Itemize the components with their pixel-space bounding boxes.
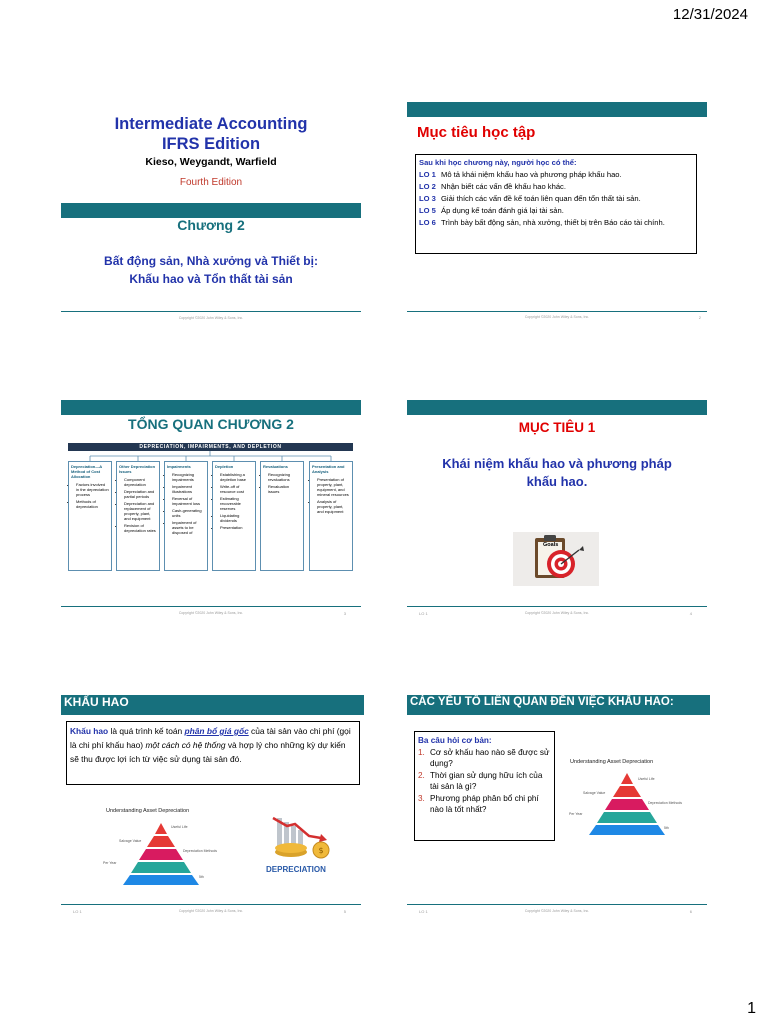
footer-line <box>407 904 707 905</box>
question-text: Phương pháp phân bổ chi phí nào là tốt nhất? <box>430 793 539 814</box>
column-item: • Component depreciation <box>124 477 157 487</box>
page-number: 1 <box>747 1000 756 1017</box>
copyright: Copyright ©2020 John Wiley & Sons, Inc. <box>524 315 590 319</box>
overview-connectors <box>68 451 353 461</box>
column-heading: Depreciation—A Method of Cost Allocation <box>71 464 102 479</box>
lo-code: LO 1 <box>419 170 436 179</box>
overview-column <box>212 461 256 571</box>
column-heading: Revaluations <box>263 464 288 469</box>
page-date: 12/31/2024 <box>672 6 748 23</box>
def-emphasis: một cách có hệ thống <box>145 740 226 750</box>
slide-2-topbar <box>407 102 707 117</box>
subtitle-line-2: khấu hao. <box>526 474 588 489</box>
pyramid-label: Salvage Value <box>119 839 142 843</box>
definition-box <box>66 721 360 785</box>
slide-number: 4 <box>689 611 692 616</box>
column-item: • Presentation of property, plant, equipment, and mineral resources <box>317 477 350 497</box>
footer-line <box>407 606 707 607</box>
def-text: và hợp lý cho những kỳ dự kiến sẽ thu được lợi ích từ việc sử dụng tài sản đó. <box>70 740 346 764</box>
goals-target-icon <box>513 532 599 586</box>
overview-column <box>260 461 304 571</box>
question-number: 3. <box>418 793 425 803</box>
column-heading: Other Depreciation Issues <box>119 464 156 474</box>
objectives-intro: Sau khi học chương này, người học có thể: <box>419 158 577 167</box>
column-item: • Impairment of assets to be disposed of <box>172 520 205 535</box>
lo-text: Áp dụng kế toán đánh giá lại tài sản. <box>441 206 564 215</box>
objective-row <box>419 205 693 217</box>
question-text: Thời gian sử dụng hữu ích của tài sản là gì? <box>430 770 543 791</box>
objective-row <box>419 181 693 193</box>
slide-number: 3 <box>343 611 346 616</box>
slide-2-title: Mục tiêu học tập <box>417 124 536 141</box>
column-item: • Cash-generating units <box>172 508 205 518</box>
lo-code: LO 2 <box>419 182 436 191</box>
copyright: Copyright ©2020 John Wiley & Sons, Inc. <box>178 316 244 320</box>
overview-header: DEPRECIATION, IMPAIRMENTS, AND DEPLETION <box>68 443 353 451</box>
lo-label: LO 1 <box>419 611 428 616</box>
lo-label: LO 1 <box>419 909 428 914</box>
subtitle-line-1: Khái niệm khấu hao và phương pháp <box>442 456 672 471</box>
column-item: • Recognizing revaluations <box>268 472 301 482</box>
def-text: là quá trình kế toán <box>108 726 185 736</box>
footer-line <box>61 606 361 607</box>
slide-5-title: KHẤU HAO <box>61 695 364 715</box>
pyramid-label: 5th <box>664 826 669 830</box>
column-item: • Depreciation and replacement of property, plant, and equipment <box>124 501 157 521</box>
overview-column <box>116 461 160 571</box>
column-item: • Depreciation and partial periods <box>124 489 157 499</box>
footer-line <box>61 311 361 312</box>
slide-4-title: MỤC TIÊU 1 <box>518 420 596 435</box>
edition: Fourth Edition <box>179 177 243 188</box>
question-item <box>418 747 551 770</box>
pyramid-label: Useful Life <box>171 825 188 829</box>
column-item: • Write-off of resource cost <box>220 484 253 494</box>
lo-text: Giải thích các vấn đề kế toán liên quan đến tổn thất tài sản. <box>441 194 641 203</box>
title-line-1: Intermediate Accounting <box>114 115 308 133</box>
copyright: Copyright ©2020 John Wiley & Sons, Inc. <box>178 611 244 615</box>
slide-3-title: TỔNG QUAN CHƯƠNG 2 <box>128 416 294 432</box>
column-item: • Methods of depreciation <box>76 499 109 509</box>
pyramid-label: Depreciation Methods <box>183 849 218 853</box>
subtitle-line-2: Khấu hao và Tổn thất tài sản <box>129 272 293 286</box>
copyright: Copyright ©2020 John Wiley & Sons, Inc. <box>178 909 244 913</box>
footer-line <box>61 904 361 905</box>
question-number: 1. <box>418 747 425 757</box>
pyramid-label: Salvage Value <box>583 791 606 795</box>
question-text: Cơ sở khấu hao nào sẽ được sử dụng? <box>430 747 550 768</box>
title-line-2: IFRS Edition <box>161 135 261 153</box>
pyramid-label: Useful Life <box>638 777 655 781</box>
def-emphasis: phân bổ giá gốc <box>184 726 249 736</box>
slide-5 <box>61 695 361 915</box>
slide-6 <box>407 695 707 915</box>
slide-2 <box>407 100 707 320</box>
column-item: • Reversal of impairment loss <box>172 496 205 506</box>
depreciation-label: DEPRECIATION <box>266 865 326 874</box>
slide-6-title: CÁC YẾU TỐ LIÊN QUAN ĐẾN VIỆC KHẤU HAO: <box>407 695 710 715</box>
pyramid-title: Understanding Asset Depreciation <box>106 808 190 814</box>
lo-code: LO 6 <box>419 218 436 227</box>
overview-column <box>309 461 353 571</box>
column-item: • Presentation <box>220 525 253 530</box>
lo-text: Mô tả khái niệm khấu hao và phương pháp khấu hao. <box>441 170 622 179</box>
slide-number: 5 <box>343 909 346 914</box>
chapter-subtitle <box>61 252 361 288</box>
slide-4-topbar <box>407 400 707 415</box>
question-item <box>418 793 551 816</box>
column-heading: Impairments <box>167 464 191 469</box>
pyramid-label: Per Year <box>569 812 583 816</box>
column-item: • Impairment illustrations <box>172 484 205 494</box>
question-item <box>418 770 551 793</box>
copyright: Copyright ©2020 John Wiley & Sons, Inc. <box>524 909 590 913</box>
svg-text:$: $ <box>318 846 324 855</box>
authors: Kieso, Weygandt, Warfield <box>145 156 277 168</box>
slide-1 <box>61 100 361 320</box>
pyramid-label: Per Year <box>103 861 117 865</box>
questions-title: Ba câu hỏi cơ bản: <box>418 736 492 745</box>
def-term: Khấu hao <box>70 726 109 736</box>
slide-number: 6 <box>689 909 692 914</box>
overview-column <box>68 461 112 571</box>
pyramid-label: 5th <box>199 875 204 879</box>
column-heading: Depletion <box>215 464 234 469</box>
column-item: • Estimating recoverable reserves <box>220 496 253 511</box>
lo-code: LO 5 <box>419 206 436 215</box>
pyramid-title: Understanding Asset Depreciation <box>570 759 654 765</box>
def-text: của tài sản vào chi phí (gọi là chi phí khấu hao) <box>70 726 351 750</box>
slide-1-divider <box>61 203 361 218</box>
slide-4 <box>407 398 707 618</box>
lo-label: LO 1 <box>73 909 82 914</box>
question-number: 2. <box>418 770 425 780</box>
lo-text: Trình bày bất động sản, nhà xưởng, thiết bị trên Báo cáo tài chính. <box>441 218 665 227</box>
copyright: Copyright ©2020 John Wiley & Sons, Inc. <box>524 611 590 615</box>
pyramid-label: Depreciation Methods <box>648 801 683 805</box>
overview-column <box>164 461 208 571</box>
column-item: • Liquidating dividends <box>220 513 253 523</box>
lo-text: Nhận biết các vấn đề khấu hao khác. <box>441 182 566 191</box>
lo-code: LO 3 <box>419 194 436 203</box>
slide-3-topbar <box>61 400 361 415</box>
column-item: • Recognizing impairments <box>172 472 205 482</box>
column-item: • Revaluation issues <box>268 484 301 494</box>
slide-3 <box>61 398 361 618</box>
goals-label: Goals <box>543 542 559 548</box>
column-heading: Presentation and Analysis <box>312 464 345 474</box>
subtitle-line-1: Bất động sản, Nhà xưởng và Thiết bị: <box>104 254 318 268</box>
depreciation-coins-icon <box>269 812 339 860</box>
questions-box <box>414 731 555 841</box>
objective-row <box>419 217 693 229</box>
column-item: • Establishing a depletion base <box>220 472 253 482</box>
objective-row <box>419 193 693 205</box>
slide-4-subtitle <box>417 455 697 491</box>
slide-1-title <box>61 114 361 154</box>
objective-row <box>419 169 693 181</box>
column-item: • Analysis of property, plant, and equipment <box>317 499 350 514</box>
column-item: • Factors involved in the depreciation process <box>76 482 109 497</box>
footer-line <box>407 311 707 312</box>
column-item: • Revision of depreciation rates <box>124 523 157 533</box>
objectives-box <box>415 154 697 254</box>
chapter-label: Chương 2 <box>177 217 245 233</box>
slide-number: 2 <box>698 315 701 320</box>
